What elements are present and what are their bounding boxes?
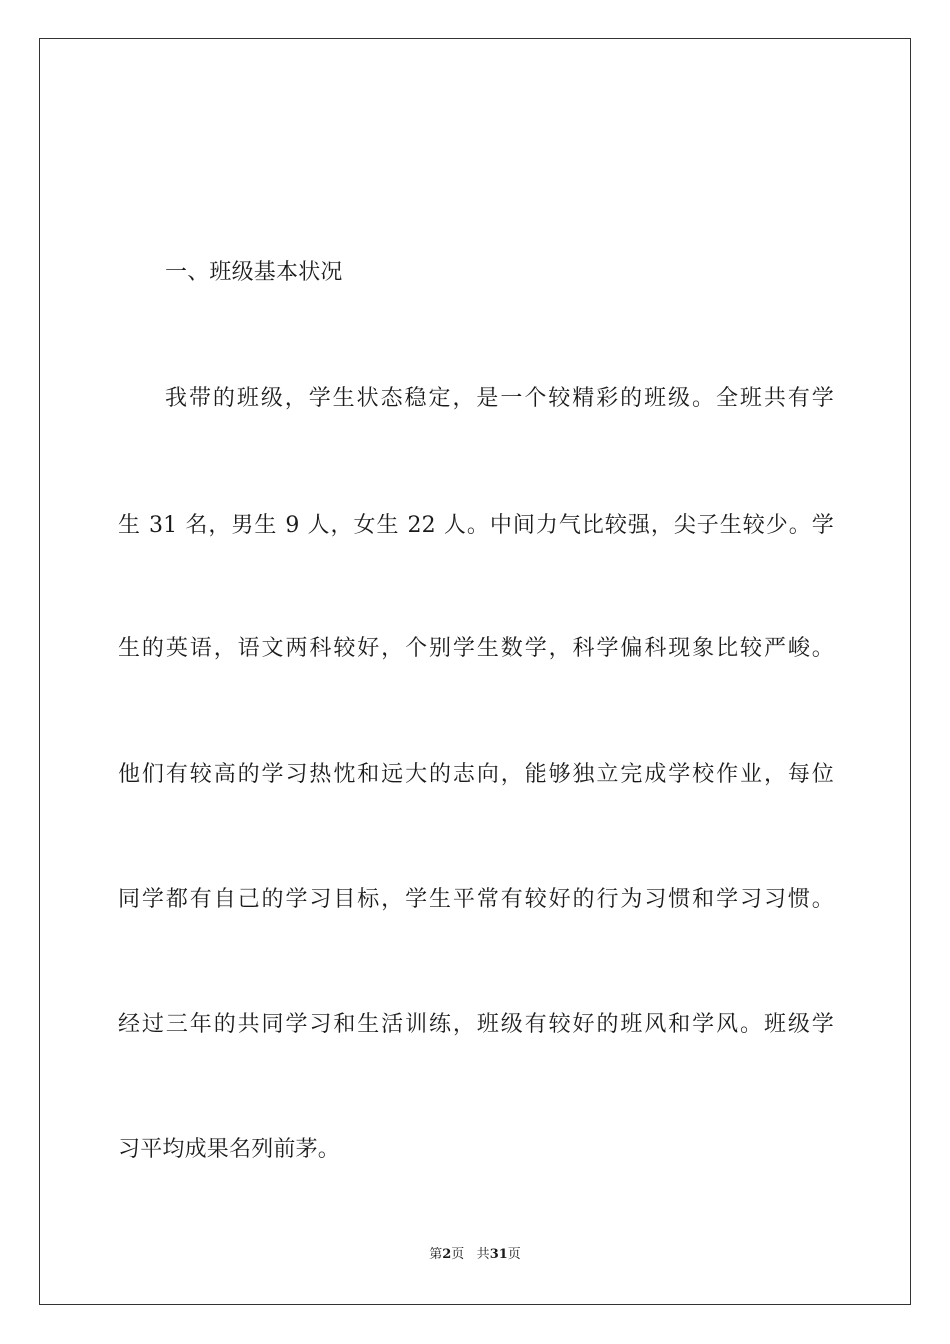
footer-page-number: 2: [442, 1247, 452, 1262]
footer-total-pages: 31: [489, 1247, 508, 1262]
footer-total-prefix: 共: [476, 1247, 490, 1262]
page-footer: [0, 1246, 950, 1264]
page-border: [39, 38, 911, 1305]
footer-total-suffix: 页: [507, 1247, 521, 1262]
section-heading: 一、班级基本状况: [165, 260, 343, 285]
footer-page-suffix: 页: [451, 1247, 465, 1262]
paragraph-line-7: 习平均成果名列前茅。: [118, 1137, 341, 1162]
footer-page-prefix: 第: [429, 1247, 443, 1262]
paragraph-line-6: 经过三年的共同学习和生活训练，班级有较好的班风和学风。班级学: [118, 1012, 834, 1037]
paragraph-line-3: 生的英语，语文两科较好，个别学生数学，科学偏科现象比较严峻。: [118, 636, 834, 661]
paragraph-line-2: 生 31 名，男生 9 人，女生 22 人。中间力气比较强，尖子生较少。学: [118, 513, 834, 538]
paragraph-line-4: 他们有较高的学习热忱和远大的志向，能够独立完成学校作业，每位: [118, 762, 834, 787]
paragraph-line-5: 同学都有自己的学习目标，学生平常有较好的行为习惯和学习习惯。: [118, 887, 834, 912]
paragraph-line-1: 我带的班级，学生状态稳定，是一个较精彩的班级。全班共有学: [165, 386, 834, 411]
